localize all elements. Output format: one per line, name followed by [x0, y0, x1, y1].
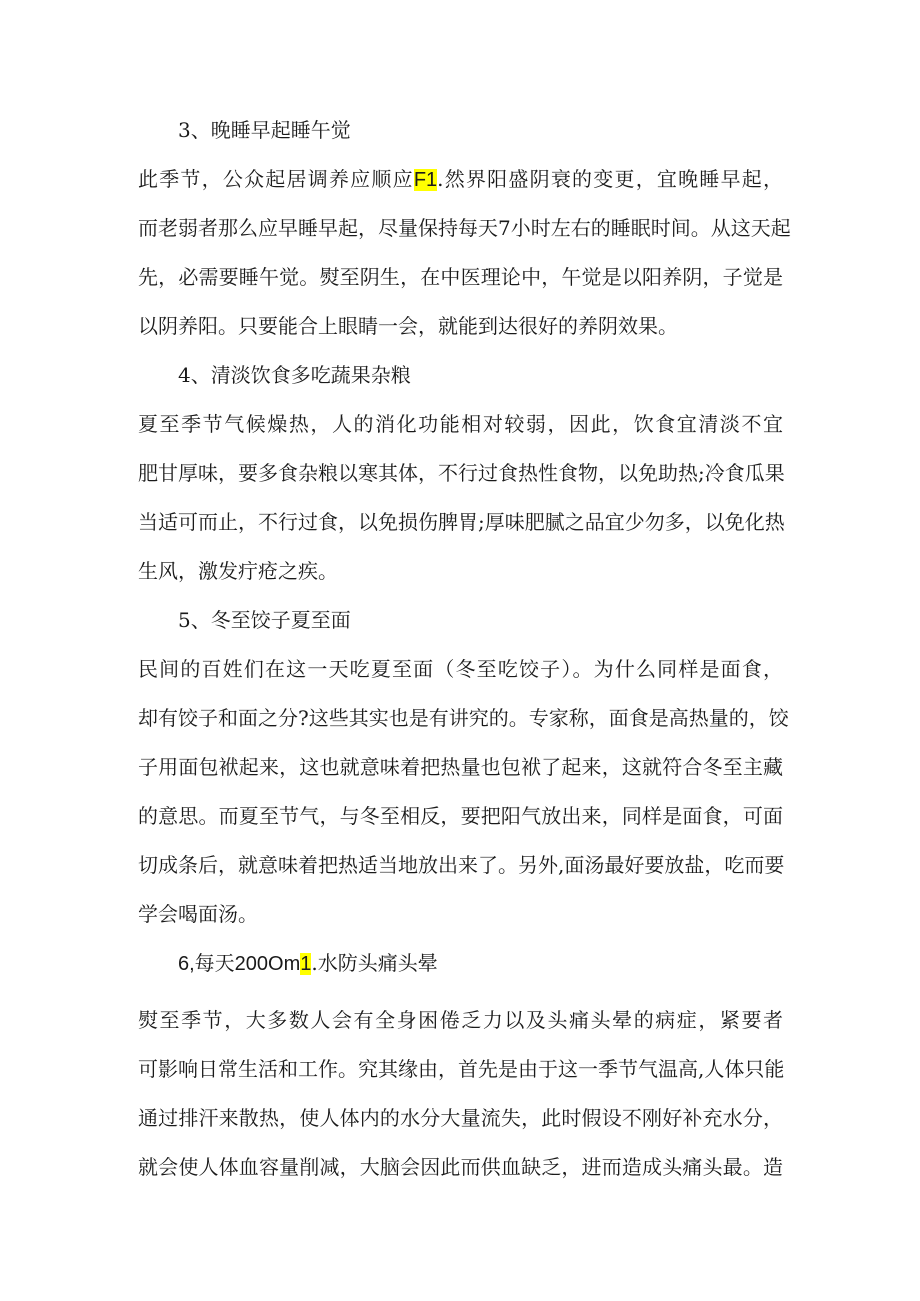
- section-3-line-2: 而老弱者那么应早睡早起，尽量保持每天7小时左右的睡眠时间。从这天起: [138, 216, 791, 240]
- section-6-line-1: 熨至季节，大多数人会有全身困倦乏力以及头痛头晕的病症，紧要者: [138, 1008, 783, 1032]
- section-3-line-4: 以阴养阳。只要能合上眼睛一会，就能到达很好的养阴效果。: [138, 314, 678, 338]
- section-6-line-3: 通过排汗来散热，使人体内的水分大量流失，此时假设不刚好补充水分，: [138, 1106, 783, 1130]
- section-4-line-3: 当适可而止，不行过食，以免损伤脾胃;厚味肥腻之品宜少勿多，以免化热: [138, 510, 785, 534]
- section-5-heading: 5、冬至饺子夏至面: [178, 608, 351, 632]
- section-5-line-4: 的意思。而夏至节气，与冬至相反，要把阳气放出来，同样是面食，可面: [138, 804, 783, 828]
- section-6-line-2: 可影响日常生活和工作。究其缘由，首先是由于这一季节气温高,人体只能: [138, 1057, 785, 1081]
- text-run: .然界阳盛阴衰的变更，宜晚睡早起，: [437, 167, 784, 191]
- section-5-line-5: 切成条后，就意味着把热适当地放出来了。另外,面汤最好要放盐，吃而要: [138, 853, 785, 877]
- section-5-line-1: 民间的百姓们在这一天吃夏至面（冬至吃饺子）。为什么同样是面食，: [138, 657, 783, 681]
- section-4-line-4: 生风，激发疔疮之疾。: [138, 559, 338, 583]
- section-5-line-3: 子用面包袱起来，这也就意味着把热量也包袱了起来，这就符合冬至主藏: [138, 755, 783, 779]
- section-5-line-2: 却有饺子和面之分?这些其实也是有讲究的。专家称，面食是高热量的，饺: [138, 706, 789, 730]
- highlight-mark: 1: [300, 953, 312, 975]
- section-6-line-4: 就会使人体血容量削减，大脑会因此而供血缺乏，进而造成头痛头最。造: [138, 1155, 783, 1179]
- section-6-heading: [178, 950, 438, 977]
- text-run: .水防头痛头晕: [311, 951, 438, 975]
- section-4-heading: 4、清淡饮食多吃蔬果杂粮: [178, 363, 411, 387]
- section-4-line-2: 肥甘厚味，要多食杂粮以寒其体，不行过食热性食物，以免助热;冷食瓜果: [138, 461, 785, 485]
- text-run: 6,每天200Om: [178, 953, 301, 975]
- section-3-line-1: [138, 166, 783, 193]
- section-3-line-3: 先，必需要睡午觉。熨至阴生，在中医理论中，午觉是以阳养阴，子觉是: [138, 265, 783, 289]
- text-run: 此季节，公众起居调养应顺应: [138, 167, 414, 191]
- section-5-line-6: 学会喝面汤。: [138, 902, 258, 926]
- section-3-heading: 3、晚睡早起睡午觉: [178, 118, 351, 142]
- section-4-line-1: 夏至季节气候燥热，人的消化功能相对较弱，因此，饮食宜清淡不宜: [138, 412, 783, 436]
- highlight-mark: F1: [413, 169, 438, 191]
